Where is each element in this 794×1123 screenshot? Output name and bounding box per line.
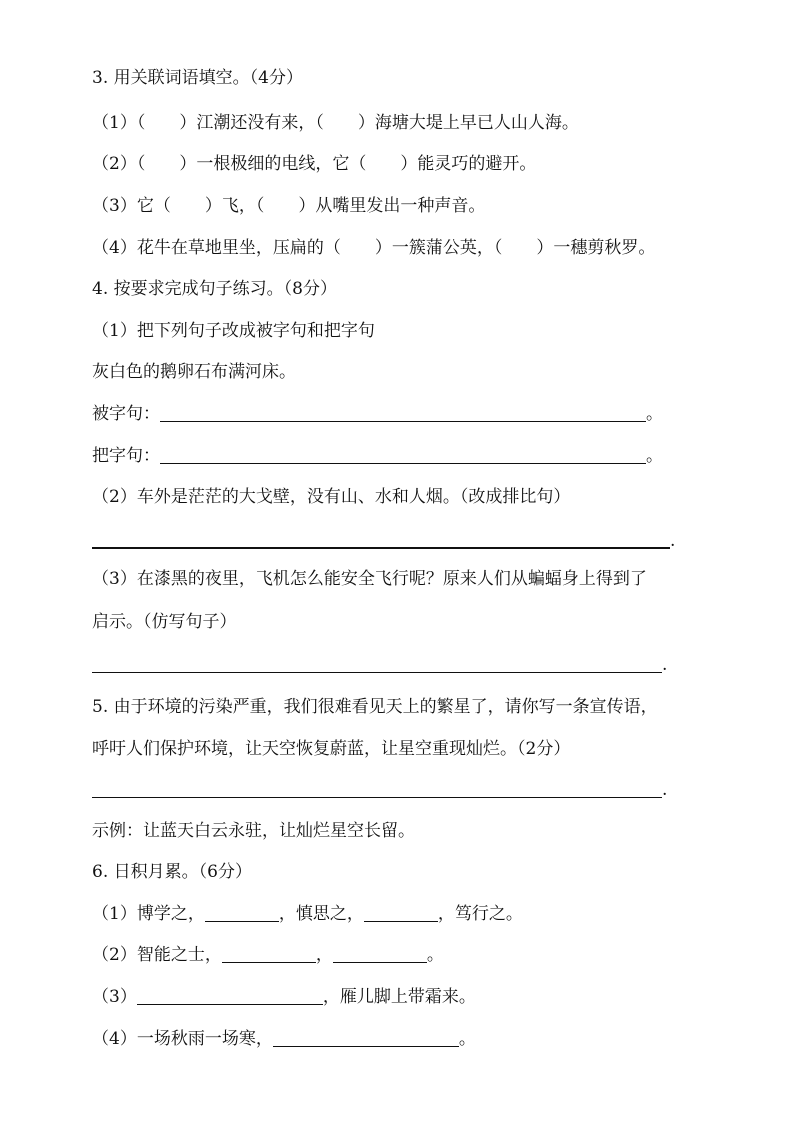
q4-part-2: （2）车外是茫茫的大戈壁，没有山、水和人烟。（改成排比句） — [92, 487, 571, 507]
ba-label: 把字句： — [92, 446, 160, 466]
q6-item3-blank[interactable] — [137, 1003, 323, 1005]
q6-item4-text-a: （4）一场秋雨一场寒， — [92, 1029, 273, 1049]
q6-item4-blank[interactable] — [273, 1045, 459, 1047]
ba-answer-line[interactable] — [160, 462, 646, 464]
q6-item1-text-c: ，笃行之。 — [437, 904, 523, 924]
ba-end: 。 — [646, 446, 663, 466]
q6-item2-text-c: 。 — [426, 945, 444, 965]
q5-answer-row — [92, 782, 667, 799]
q4-part3-answer-row — [92, 657, 667, 674]
slogan-answer-line[interactable] — [92, 796, 662, 798]
q3-title: 3. 用关联词语填空。（4分） — [92, 68, 303, 88]
q6-item-2 — [92, 947, 444, 964]
q4-part-3-line2: 启示。（仿写句子） — [92, 612, 237, 632]
q6-item1-blank-2[interactable] — [364, 920, 438, 922]
q4-part-3-line1: （3）在漆黑的夜里，飞机怎么能安全飞行呢？原来人们从蝙蝠身上得到了 — [92, 569, 647, 589]
q6-item1-blank-1[interactable] — [205, 920, 279, 922]
q5-period: . — [662, 780, 668, 800]
q6-item-1 — [92, 906, 523, 923]
q6-item2-blank-1[interactable] — [222, 961, 316, 963]
parallel-answer-line[interactable] — [92, 546, 670, 549]
part3-period: . — [662, 655, 668, 675]
q6-item-3 — [92, 989, 476, 1006]
q4-part2-answer-row — [92, 533, 675, 550]
q6-item3-text-b: ，雁儿脚上带霜来。 — [322, 987, 476, 1007]
q4-ba-row — [92, 448, 663, 465]
q6-item1-text-b: ，慎思之， — [278, 904, 364, 924]
q6-item-4 — [92, 1031, 476, 1048]
q5-line1: 5. 由于环境的污染严重，我们很难看见天上的繁星了，请你写一条宣传语， — [92, 697, 658, 717]
bei-label: 被字句： — [92, 404, 160, 424]
q6-item3-text-a: （3） — [92, 987, 137, 1007]
q5-line2: 呼吁人们保护环境，让天空恢复蔚蓝，让星空重现灿烂。（2分） — [92, 739, 571, 759]
bei-answer-line[interactable] — [160, 420, 646, 422]
q6-item2-text-a: （2）智能之士， — [92, 945, 222, 965]
q6-item1-text-a: （1）博学之， — [92, 904, 205, 924]
q6-item2-blank-2[interactable] — [333, 961, 427, 963]
q4-bei-row — [92, 406, 663, 423]
imitation-answer-line[interactable] — [92, 671, 662, 673]
q3-item-1: （1）（ ）江潮还没有来，（ ）海塘大堤上早已人山人海。 — [92, 113, 579, 133]
q4-part-1: （1）把下列句子改成被字句和把字句 — [92, 321, 375, 341]
q5-example: 示例：让蓝天白云永驻，让灿烂星空长留。 — [92, 821, 415, 841]
q3-item-3: （3）它（ ）飞，（ ）从嘴里发出一种声音。 — [92, 196, 486, 216]
q3-item-2: （2）（ ）一根极细的电线，它（ ）能灵巧的避开。 — [92, 154, 537, 174]
q6-title: 6. 日积月累。（6分） — [92, 862, 252, 882]
q4-title: 4. 按要求完成句子练习。（8分） — [92, 279, 337, 299]
q4-source-sentence: 灰白色的鹅卵石布满河床。 — [92, 362, 296, 382]
q3-item-4: （4）花牛在草地里坐，压扁的（ ）一簇蒲公英，（ ）一穗剪秋罗。 — [92, 238, 656, 258]
q6-item4-text-b: 。 — [458, 1029, 476, 1049]
part2-period: . — [670, 531, 676, 551]
q6-item2-text-b: ， — [315, 945, 333, 965]
bei-end: 。 — [646, 404, 663, 424]
